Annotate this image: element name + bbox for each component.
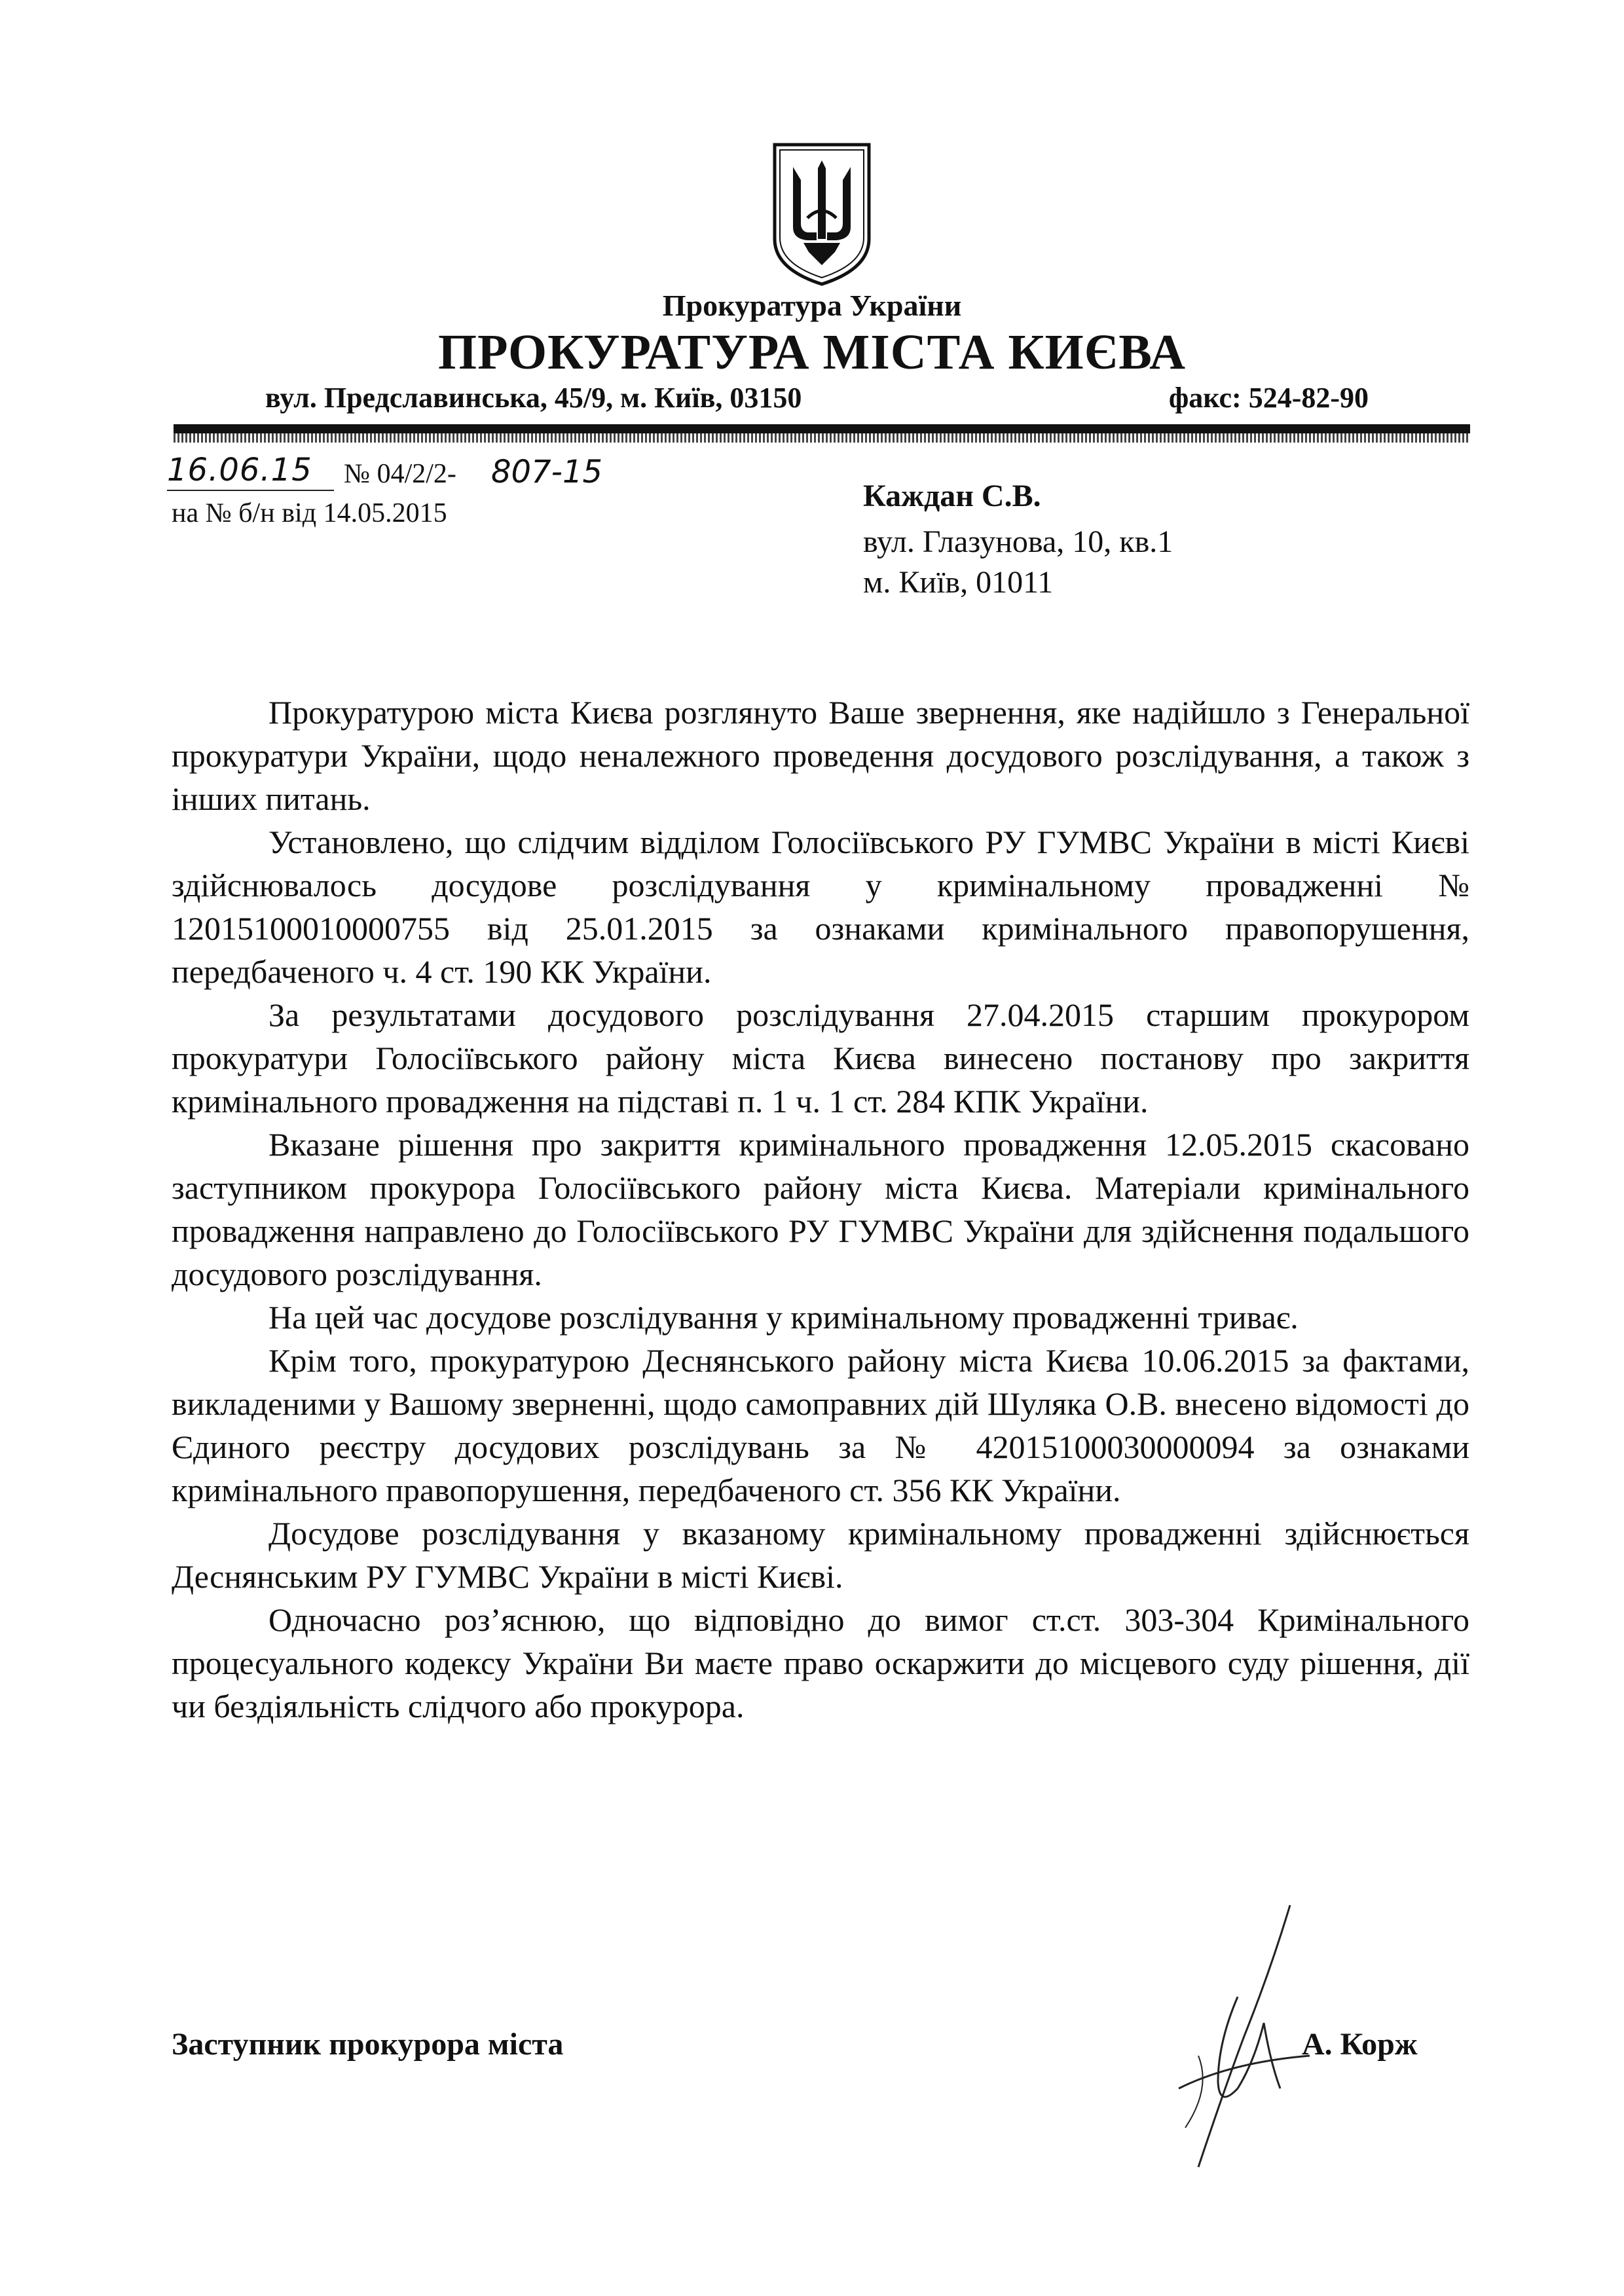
body-paragraph: Прокуратурою міста Києва розглянуто Ваше звернення, яке надійшло з Генеральної прокуратури України, щодо неналежного проведення досудового розслідування, а також з інших питань.: [172, 694, 1469, 817]
org-address: вул. Предславинська, 45/9, м. Київ, 03150: [265, 382, 802, 414]
signer-name: А. Корж: [1302, 2027, 1418, 2062]
trident-coat-of-arms-icon: [769, 141, 874, 288]
org-parent-name: Прокуратура України: [662, 289, 962, 322]
reference-number: 807-15: [491, 454, 603, 490]
reference-date-underline: [167, 490, 334, 491]
body-paragraph: Вказане рішення про закриття кримінального провадження 12.05.2015 скасовано заступником прокурора Голосіївського району міста Києва. Матеріали кримінального провадження направлено до Голосіївського РУ ГУМВС України для здійснення подальшого досудового розслідування.: [172, 1126, 1469, 1292]
header-divider-hatch: [174, 433, 1470, 443]
signer-title: Заступник прокурора міста: [172, 2027, 564, 2062]
body-paragraph: Крім того, прокуратурою Деснянського району міста Києва 10.06.2015 за фактами, викладеними у Вашому зверненні, щодо самоправних дій Шуляка О.В. внесено відомості до Єдиного реєстру досудових розслідувань за № 42015100030000094 за ознаками кримінального правопорушення, передбаченого ст. 356 КК України.: [172, 1342, 1469, 1508]
org-name: ПРОКУРАТУРА МІСТА КИЄВА: [437, 325, 1187, 380]
letter-body: [172, 691, 1469, 1728]
body-paragraph: На цей час досудове розслідування у кримінальному провадженні триває.: [268, 1299, 1299, 1336]
body-paragraph: За результатами досудового розслідування 27.04.2015 старшим прокурором прокуратури Голосіївського району міста Києва винесено постанову про закриття кримінального провадження на підставі п. 1 ч. 1 ст. 284 КПК України.: [172, 996, 1469, 1120]
recipient-street: вул. Глазунова, 10, кв.1: [863, 524, 1173, 559]
header-divider: [174, 424, 1470, 433]
in-reply-to: на № б/н від 14.05.2015: [172, 498, 447, 528]
body-paragraph: Досудове розслідування у вказаному кримінальному провадженні здійснюється Деснянським РУ ГУМВС України в місті Києві.: [172, 1515, 1469, 1595]
recipient-city: м. Київ, 01011: [863, 565, 1054, 600]
reference-date: 16.06.15: [167, 452, 312, 488]
body-paragraph: Установлено, що слідчим відділом Голосіївського РУ ГУМВС України в місті Києві здійснювалось досудове розслідування у кримінальному провадженні № 12015100010000755 від 25.01.2015 за ознаками кримінального правопорушення, передбаченого ч. 4 ст. 190 КК України.: [172, 824, 1469, 990]
reference-number-prefix: № 04/2/2-: [344, 459, 456, 489]
org-fax: факс: 524-82-90: [1168, 382, 1369, 414]
recipient-name: Каждан С.В.: [863, 479, 1041, 513]
body-paragraph: Одночасно роз’яснюю, що відповідно до вимог ст.ст. 303-304 Кримінального процесуального кодексу України Ви маєте право оскаржити до місцевого суду рішення, дії чи бездіяльність слідчого або прокурора.: [172, 1601, 1469, 1724]
